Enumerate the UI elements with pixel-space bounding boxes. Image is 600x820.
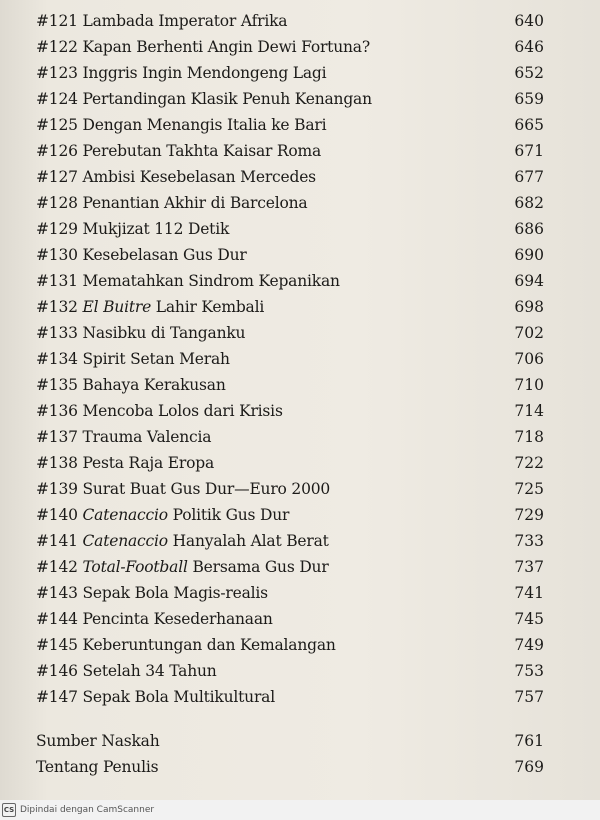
toc-entry-page-number: 686 — [514, 220, 544, 238]
toc-appendix-page-number: 769 — [514, 758, 544, 776]
toc-title-part: Hanyalah Alat Berat — [167, 532, 329, 550]
toc-entry-title — [36, 138, 321, 164]
toc-entry-130 — [36, 242, 544, 268]
toc-title-part: #145 Keberuntungan dan Kemalangan — [36, 636, 336, 654]
toc-entry-title — [36, 86, 372, 112]
toc-entry-page-number: 646 — [514, 38, 544, 56]
toc-title-italic-part: El Buitre — [82, 298, 152, 316]
table-of-contents — [36, 8, 544, 780]
toc-entry-123 — [36, 60, 544, 86]
toc-title-part: #121 Lambada Imperator Afrika — [36, 12, 288, 30]
toc-entry-title — [36, 502, 289, 528]
toc-entry-page-number: 659 — [514, 90, 544, 108]
toc-entry-page-number: 698 — [514, 298, 544, 316]
toc-entry-title — [36, 658, 217, 684]
toc-entry-title — [36, 242, 247, 268]
toc-entry-title — [36, 320, 245, 346]
toc-entry-126 — [36, 138, 544, 164]
toc-appendix-title: Tentang Penulis — [36, 758, 159, 776]
toc-entry-title — [36, 424, 211, 450]
toc-entry-141 — [36, 528, 544, 554]
toc-entry-139 — [36, 476, 544, 502]
toc-entry-title — [36, 580, 268, 606]
toc-title-part: #123 Inggris Ingin Mendongeng Lagi — [36, 64, 327, 82]
toc-entry-title — [36, 294, 264, 320]
toc-entry-page-number: 749 — [514, 636, 544, 654]
toc-entry-page-number: 640 — [514, 12, 544, 30]
toc-title-part: Bersama Gus Dur — [187, 558, 329, 576]
toc-entry-title — [36, 476, 330, 502]
toc-entry-title — [36, 216, 229, 242]
toc-entry-title — [36, 606, 273, 632]
toc-entry-140 — [36, 502, 544, 528]
toc-entry-page-number: 682 — [514, 194, 544, 212]
toc-entry-127 — [36, 164, 544, 190]
toc-title-part: #135 Bahaya Kerakusan — [36, 376, 226, 394]
toc-title-part: #144 Pencinta Kesederhanaan — [36, 610, 273, 628]
camscanner-logo-icon: CS — [2, 803, 16, 817]
toc-entry-page-number: 737 — [514, 558, 544, 576]
toc-title-part: #122 Kapan Berhenti Angin Dewi Fortuna? — [36, 38, 370, 56]
toc-chapter-list — [36, 8, 544, 710]
toc-entry-title — [36, 398, 283, 424]
toc-appendix-sumber — [36, 728, 544, 754]
toc-entry-title — [36, 632, 336, 658]
toc-entry-133 — [36, 320, 544, 346]
toc-appendix-list — [36, 728, 544, 780]
toc-title-part: Politik Gus Dur — [167, 506, 290, 524]
toc-entry-144 — [36, 606, 544, 632]
toc-entry-page-number: 706 — [514, 350, 544, 368]
toc-entry-137 — [36, 424, 544, 450]
toc-entry-131 — [36, 268, 544, 294]
toc-title-part: #142 — [36, 558, 83, 576]
toc-entry-page-number: 702 — [514, 324, 544, 342]
toc-entry-title — [36, 684, 275, 710]
toc-entry-page-number: 757 — [514, 688, 544, 706]
toc-entry-125 — [36, 112, 544, 138]
toc-title-part: #134 Spirit Setan Merah — [36, 350, 230, 368]
toc-title-part: #139 Surat Buat Gus Dur—Euro 2000 — [36, 480, 331, 498]
toc-entry-title — [36, 372, 226, 398]
toc-entry-142 — [36, 554, 544, 580]
toc-title-part: #138 Pesta Raja Eropa — [36, 454, 215, 472]
toc-entry-128 — [36, 190, 544, 216]
toc-title-part: #141 — [36, 532, 83, 550]
toc-title-part: #133 Nasibku di Tanganku — [36, 324, 246, 342]
toc-entry-page-number: 714 — [514, 402, 544, 420]
toc-title-part: #136 Mencoba Lolos dari Krisis — [36, 402, 283, 420]
toc-title-part: #146 Setelah 34 Tahun — [36, 662, 217, 680]
toc-entry-page-number: 677 — [514, 168, 544, 186]
toc-title-part: #130 Kesebelasan Gus Dur — [36, 246, 247, 264]
toc-entry-135 — [36, 372, 544, 398]
toc-entry-134 — [36, 346, 544, 372]
toc-entry-136 — [36, 398, 544, 424]
toc-entry-title — [36, 268, 340, 294]
toc-entry-138 — [36, 450, 544, 476]
toc-title-part: Lahir Kembali — [151, 298, 265, 316]
toc-title-italic-part: Total-Football — [82, 558, 188, 576]
toc-entry-page-number: 718 — [514, 428, 544, 446]
toc-entry-124 — [36, 86, 544, 112]
toc-appendix-penulis — [36, 754, 544, 780]
toc-entry-132 — [36, 294, 544, 320]
toc-title-part: #129 Mukjizat 112 Detik — [36, 220, 230, 238]
toc-entry-title — [36, 60, 326, 86]
toc-entry-145 — [36, 632, 544, 658]
toc-entry-page-number: 741 — [514, 584, 544, 602]
toc-entry-page-number: 745 — [514, 610, 544, 628]
toc-entry-title — [36, 554, 329, 580]
toc-entry-title — [36, 190, 307, 216]
toc-entry-title — [36, 528, 329, 554]
toc-title-part: #126 Perebutan Takhta Kaisar Roma — [36, 142, 322, 160]
toc-entry-page-number: 671 — [514, 142, 544, 160]
toc-entry-title — [36, 346, 230, 372]
toc-entry-page-number: 725 — [514, 480, 544, 498]
toc-appendix-title: Sumber Naskah — [36, 732, 160, 750]
toc-entry-121 — [36, 8, 544, 34]
toc-title-part: #140 — [36, 506, 83, 524]
scanner-watermark-text: Dipindai dengan CamScanner — [20, 805, 155, 815]
toc-title-part: #128 Penantian Akhir di Barcelona — [36, 194, 308, 212]
toc-title-part: #125 Dengan Menangis Italia ke Bari — [36, 116, 327, 134]
toc-entry-page-number: 722 — [514, 454, 544, 472]
toc-gap — [36, 710, 544, 728]
scanner-watermark-bar — [0, 800, 600, 820]
toc-entry-page-number: 753 — [514, 662, 544, 680]
toc-entry-146 — [36, 658, 544, 684]
toc-title-part: #127 Ambisi Kesebelasan Mercedes — [36, 168, 316, 186]
toc-title-part: #132 — [36, 298, 83, 316]
toc-title-part: #124 Pertandingan Klasik Penuh Kenangan — [36, 90, 372, 108]
toc-entry-page-number: 694 — [514, 272, 544, 290]
toc-entry-147 — [36, 684, 544, 710]
toc-entry-page-number: 690 — [514, 246, 544, 264]
toc-appendix-page-number: 761 — [514, 732, 544, 750]
toc-entry-page-number: 665 — [514, 116, 544, 134]
toc-entry-title — [36, 164, 316, 190]
toc-entry-title — [36, 450, 214, 476]
toc-title-part: #147 Sepak Bola Multikultural — [36, 688, 275, 706]
toc-entry-page-number: 710 — [514, 376, 544, 394]
toc-entry-143 — [36, 580, 544, 606]
toc-entry-title — [36, 112, 326, 138]
toc-title-italic-part: Catenaccio — [82, 506, 168, 524]
toc-entry-122 — [36, 34, 544, 60]
toc-entry-129 — [36, 216, 544, 242]
toc-title-part: #131 Mematahkan Sindrom Kepanikan — [36, 272, 340, 290]
toc-entry-page-number: 652 — [514, 64, 544, 82]
toc-title-italic-part: Catenaccio — [82, 532, 168, 550]
toc-entry-title — [36, 34, 370, 60]
toc-entry-title — [36, 8, 287, 34]
toc-title-part: #137 Trauma Valencia — [36, 428, 212, 446]
toc-entry-page-number: 729 — [514, 506, 544, 524]
toc-title-part: #143 Sepak Bola Magis-realis — [36, 584, 268, 602]
toc-entry-page-number: 733 — [514, 532, 544, 550]
